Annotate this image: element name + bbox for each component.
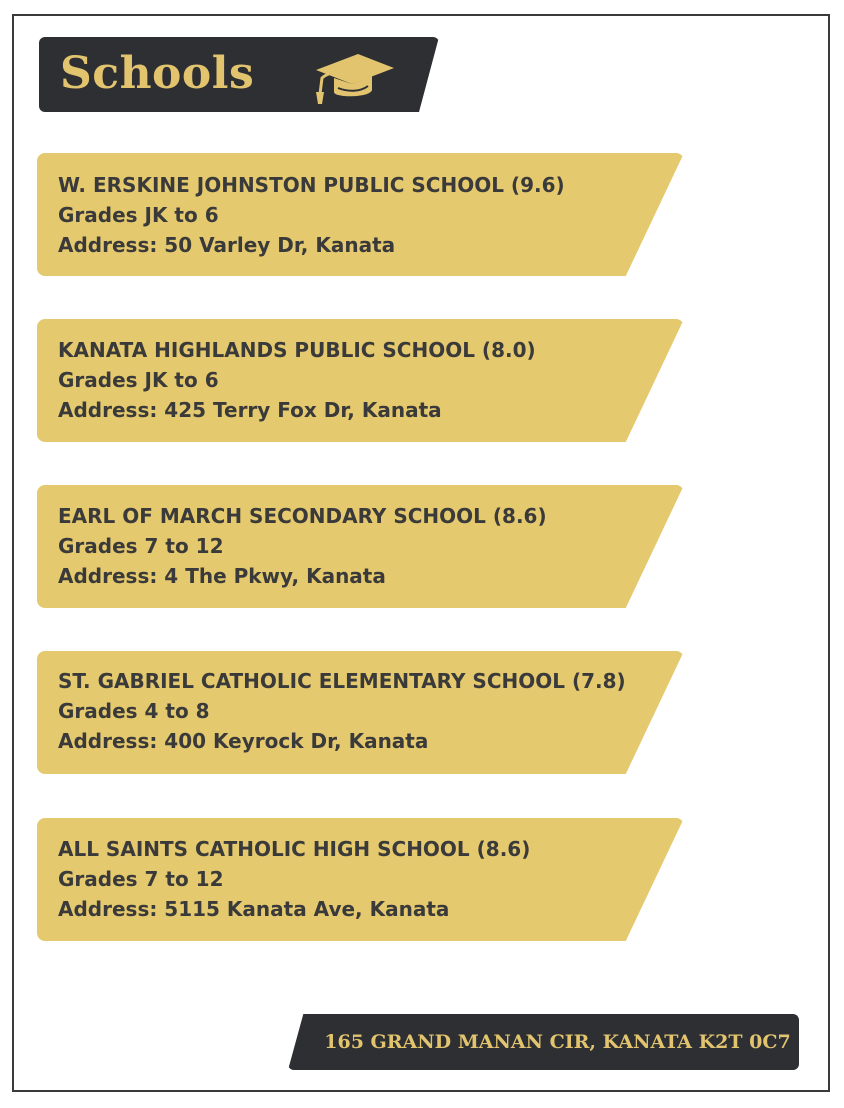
school-grades: Grades JK to 6 — [58, 368, 219, 392]
school-address: Address: 400 Keyrock Dr, Kanata — [58, 729, 429, 753]
school-name: ST. GABRIEL CATHOLIC ELEMENTARY SCHOOL (7.8) — [58, 669, 626, 693]
footer-address: 165 GRAND MANAN CIR, KANATA K2T 0C7 — [324, 1031, 791, 1053]
school-address: Address: 50 Varley Dr, Kanata — [58, 233, 396, 257]
school-name: EARL OF MARCH SECONDARY SCHOOL (8.6) — [58, 504, 547, 528]
school-grades: Grades JK to 6 — [58, 203, 219, 227]
school-grades: Grades 7 to 12 — [58, 867, 224, 891]
school-grades: Grades 7 to 12 — [58, 534, 224, 558]
school-info — [58, 501, 658, 591]
school-info — [58, 170, 658, 260]
school-address: Address: 4 The Pkwy, Kanata — [58, 564, 386, 588]
school-info — [58, 335, 658, 425]
school-info — [58, 834, 658, 924]
school-address: Address: 5115 Kanata Ave, Kanata — [58, 897, 450, 921]
school-address: Address: 425 Terry Fox Dr, Kanata — [58, 398, 442, 422]
school-name: ALL SAINTS CATHOLIC HIGH SCHOOL (8.6) — [58, 837, 531, 861]
graduation-cap-icon — [308, 48, 398, 106]
school-info — [58, 666, 658, 756]
school-name: KANATA HIGHLANDS PUBLIC SCHOOL (8.0) — [58, 338, 536, 362]
school-name: W. ERSKINE JOHNSTON PUBLIC SCHOOL (9.6) — [58, 173, 565, 197]
page-title: Schools — [60, 48, 255, 99]
school-grades: Grades 4 to 8 — [58, 699, 210, 723]
